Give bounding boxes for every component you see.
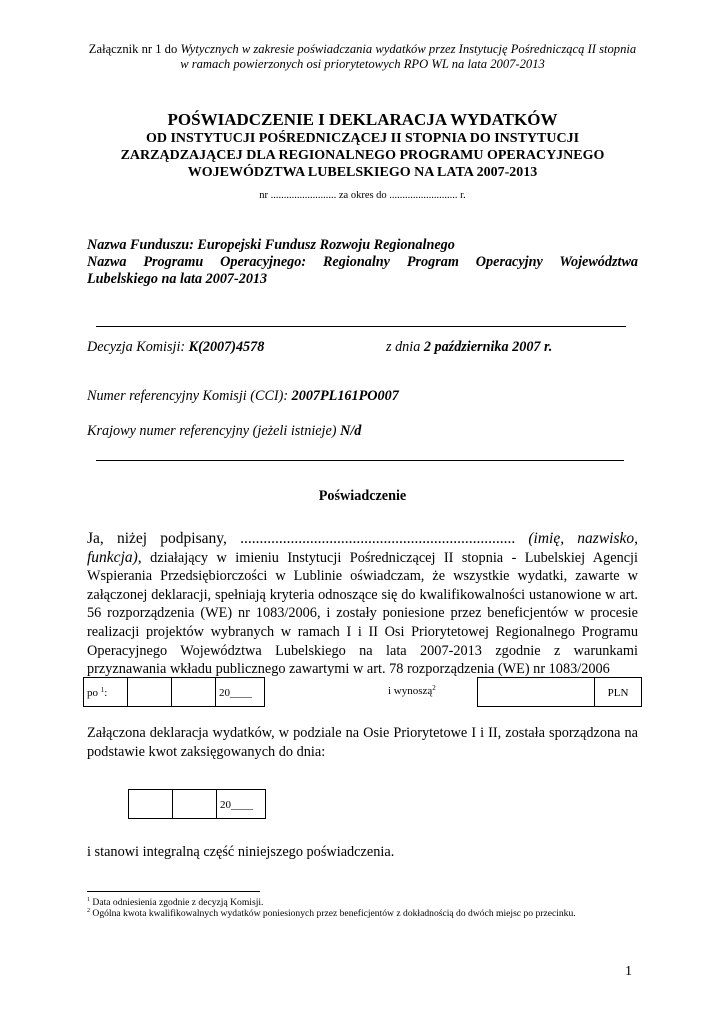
header-italic-line1: Wytycznych w zakresie poświadczania wydatków przez Instytucję Pośredniczącą II stopnia	[180, 42, 637, 56]
footnote-divider	[87, 891, 260, 892]
period-box[interactable]	[83, 677, 128, 707]
header-note	[40, 42, 685, 72]
national-ref-value: N/d	[340, 423, 362, 439]
title-line1: POŚWIADCZENIE I DEKLARACJA WYDATKÓW	[167, 110, 558, 129]
period-day-box[interactable]	[127, 677, 172, 707]
title-line3: ZARZĄDZAJĄCEJ DLA REGIONALNEGO PROGRAMU OPERACYJNEGO	[120, 148, 605, 163]
period-year-box[interactable]	[215, 677, 265, 707]
footnote-2	[87, 908, 617, 919]
program-name: Nazwa Programu Operacyjnego: Regionalny Program Operacyjny Województwa	[87, 254, 638, 270]
divider-1	[96, 326, 626, 327]
decision-date	[386, 339, 552, 356]
cci-number	[87, 388, 399, 405]
number-period-line: nr ......................... za okres do .......................... r.	[259, 190, 466, 201]
program-name-cont: Lubelskiego na lata 2007-2013	[87, 271, 268, 287]
certification-paragraph	[87, 530, 638, 679]
currency-label: PLN	[607, 687, 629, 699]
wynosza-label: i wynoszą	[388, 685, 433, 697]
certification-start: Ja, niżej podpisany,	[87, 530, 241, 547]
footnote-ref-1: 1	[100, 686, 105, 694]
footnote-2-text: Ogólna kwota kwalifikowalnych wydatków poniesionych przez beneficjentów z dokładnością do dwóch miejsc po przecinku.	[90, 908, 576, 920]
po-colon: :	[104, 687, 108, 699]
decision-label: Decyzja Komisji:	[87, 339, 189, 355]
footnote-2-num: 2	[87, 908, 90, 915]
header-italic-line2: w ramach powierzonych osi priorytetowych RPO WL na lata 2007-2013	[180, 57, 545, 71]
fund-name: Nazwa Funduszu: Europejski Fundusz Rozwoju Regionalnego	[87, 237, 455, 253]
date-year-box[interactable]	[216, 789, 266, 819]
title-line2: OD INSTYTUCJI POŚREDNICZĄCEJ II STOPNIA DO INSTYTUCJI	[145, 131, 580, 146]
certification-dots: .......................................................................	[240, 530, 516, 547]
po-label: po	[87, 687, 101, 699]
decision-date-value: 2 października 2007 r.	[423, 339, 553, 355]
decision-date-label: z dnia	[386, 339, 424, 355]
currency-box	[594, 677, 642, 707]
national-reference	[87, 423, 361, 440]
page-number: 1	[625, 964, 632, 979]
date-month-box[interactable]	[172, 789, 217, 819]
cci-value: 2007PL161PO007	[291, 388, 399, 404]
commission-decision	[87, 339, 264, 356]
period-year: 20____	[219, 687, 252, 699]
footnote-ref-2: 2	[432, 684, 436, 692]
divider-2	[96, 460, 624, 461]
decision-value: K(2007)4578	[188, 339, 265, 355]
footnotes	[87, 897, 617, 920]
footnote-1	[87, 897, 617, 908]
amount-input-box[interactable]	[477, 677, 595, 707]
header-prefix: Załącznik nr 1 do	[88, 42, 178, 56]
fund-block	[87, 237, 638, 288]
amount-label	[388, 685, 436, 697]
national-ref-label: Krajowy numer referencyjny (jeżeli istnieje)	[87, 423, 341, 439]
certification-name-hint: (imię, nazwisko, funkcja),	[87, 530, 638, 566]
title-line4: WOJEWÓDZTWA LUBELSKIEGO NA LATA 2007-2013	[187, 165, 538, 180]
date-day-box[interactable]	[128, 789, 173, 819]
integral-part-statement: i stanowi integralną część niniejszego poświadczenia.	[87, 844, 395, 860]
footnote-1-num: 1	[87, 897, 90, 903]
declaration-paragraph: Załączona deklaracja wydatków, w podziale na Osie Priorytetowe I i II, została sporządzona na podstawie kwot zaksięgowanych do dnia:	[87, 725, 638, 760]
document-title	[60, 110, 665, 181]
date-year: 20____	[220, 799, 253, 811]
section-heading: Poświadczenie	[318, 488, 407, 504]
cci-label: Numer referencyjny Komisji (CCI):	[87, 388, 292, 404]
certification-rest: działający w imieniu Instytucji Pośredniczącej II stopnia - Lubelskiej Agencji Wspierania Przedsiębiorczości w Lublinie oświadczam, że wszystkie wydatki, zawarte w załączonej deklaracji, spełniają kryteria odnoszące się do kwalifikowalności ustanowione w art. 56 rozporządzenia (WE) nr 1083/2006, i zostały poniesione przez beneficjentów w procesie realizacji projektów wybranych w ramach I i II Osi Priorytetowej Regionalnego Programu Operacyjnego Województwa Lubelskiego na lata 2007-2013 zgodnie z warunkami przyznawania wkładu publicznego zawartymi w art. 78 rozporządzenia (WE) nr 1083/2006	[87, 549, 639, 678]
period-month-box[interactable]	[171, 677, 216, 707]
footnote-1-text: Data odniesienia zgodnie z decyzją Komisji.	[90, 897, 264, 908]
